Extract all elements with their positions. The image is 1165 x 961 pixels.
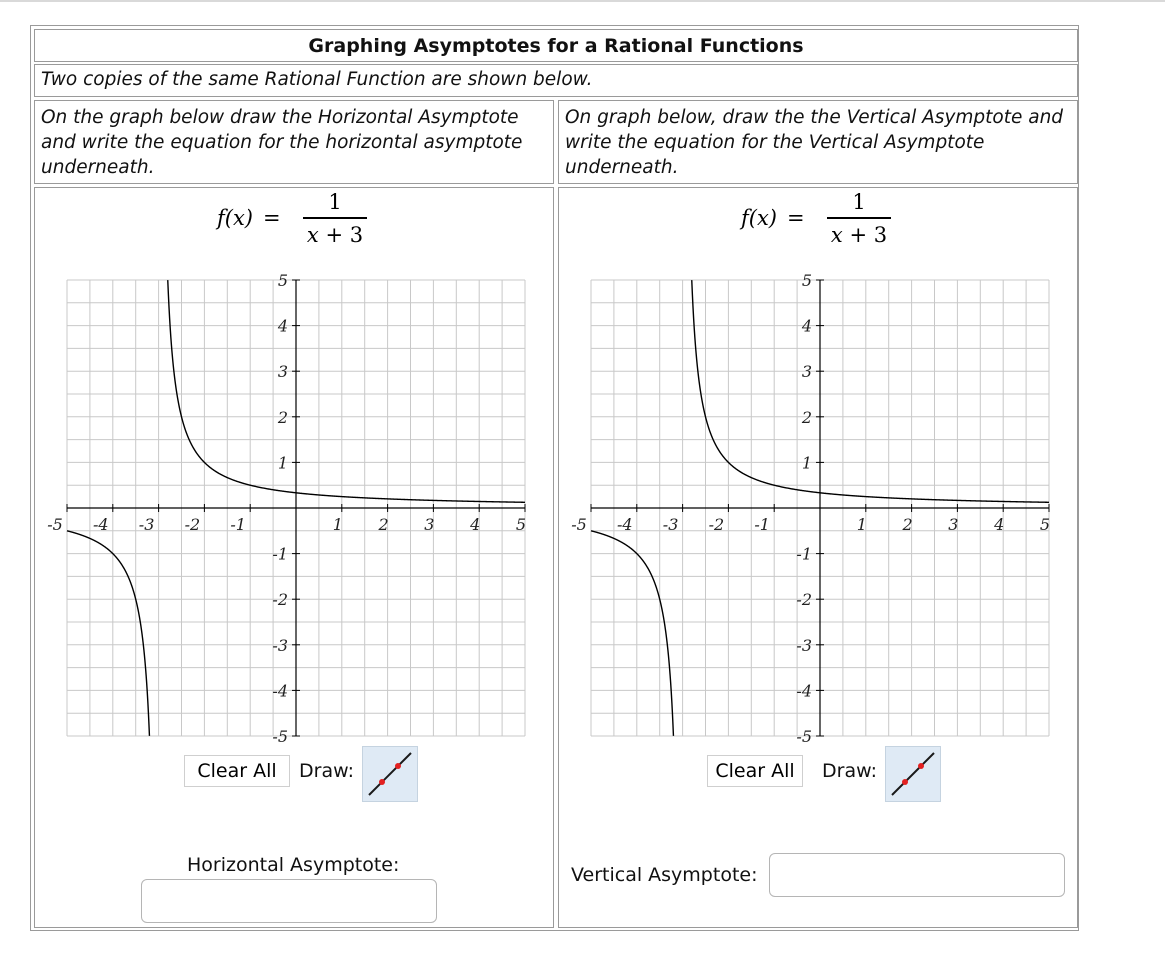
x-tick-label: -5	[47, 515, 63, 534]
vertical-asymptote-input[interactable]	[769, 853, 1065, 897]
formula-lhs: f(x)	[741, 206, 778, 230]
x-tick-label: -4	[93, 515, 109, 534]
formula-lhs: f(x)	[217, 206, 254, 230]
x-tick-label: -3	[138, 515, 155, 534]
worksheet-subtitle: Two copies of the same Rational Function are shown below.	[34, 64, 1078, 97]
left-instruction: On the graph below draw the Horizontal Asymptote and write the equation for the horizontal asymptote underneath.	[34, 100, 554, 184]
formula-denominator-rest: + 3	[318, 222, 364, 247]
x-tick-label: 3	[948, 515, 959, 534]
function-curve-left-branch	[591, 531, 673, 736]
y-tick-label: 2	[277, 407, 288, 427]
y-tick-label: -1	[796, 544, 812, 564]
x-tick-label: -2	[184, 515, 201, 534]
x-tick-label: -5	[571, 515, 587, 534]
x-tick-label: -2	[708, 515, 725, 534]
function-curve-right-branch	[168, 280, 525, 502]
y-tick-label: -3	[796, 635, 812, 655]
y-tick-label: 5	[801, 271, 812, 290]
line-segment-icon	[363, 747, 417, 801]
x-tick-label: 2	[378, 515, 389, 534]
x-tick-label: -4	[617, 515, 633, 534]
horizontal-asymptote-input[interactable]	[141, 879, 437, 923]
formula-numerator: 1	[328, 190, 342, 214]
y-tick-label: -5	[272, 727, 288, 746]
x-tick-label: -3	[662, 515, 679, 534]
left-draw-label: Draw:	[299, 760, 354, 782]
y-tick-label: -4	[796, 681, 812, 701]
y-tick-label: 1	[277, 453, 288, 473]
right-instruction: On graph below, draw the the Vertical Asymptote and write the equation for the Vertical Asymptote underneath.	[558, 100, 1078, 184]
right-clear-all-button[interactable]: Clear All	[707, 755, 803, 787]
right-graph-panel	[558, 187, 1078, 928]
horizontal-asymptote-label: Horizontal Asymptote:	[187, 854, 400, 876]
vertical-asymptote-label: Vertical Asymptote:	[571, 864, 758, 886]
x-tick-label: 5	[1039, 515, 1051, 534]
line-segment-icon	[886, 747, 940, 801]
y-tick-label: -2	[272, 590, 288, 610]
right-graph-canvas[interactable]	[559, 188, 1077, 927]
x-tick-label: -1	[754, 515, 770, 534]
y-tick-label: -4	[272, 681, 288, 701]
left-graph-canvas[interactable]	[35, 188, 553, 927]
y-tick-label: 3	[801, 362, 812, 382]
left-clear-all-button[interactable]: Clear All	[184, 755, 290, 787]
x-tick-label: 4	[994, 515, 1005, 534]
left-graph-panel	[34, 187, 554, 928]
y-tick-label: -5	[796, 727, 812, 746]
y-tick-label: 3	[277, 362, 288, 382]
function-curve-right-branch	[692, 280, 1049, 502]
x-tick-label: -1	[230, 515, 246, 534]
y-tick-label: 1	[801, 453, 812, 473]
formula-denominator-rest: + 3	[842, 222, 888, 247]
x-tick-label: 2	[902, 515, 913, 534]
y-tick-label: 4	[277, 316, 288, 336]
y-tick-label: 2	[801, 407, 812, 427]
formula-denominator-var: x	[306, 222, 319, 247]
x-tick-label: 5	[515, 515, 527, 534]
formula-equals: =	[787, 206, 805, 230]
y-tick-label: -2	[796, 590, 812, 610]
top-divider	[0, 0, 1165, 2]
formula-equals: =	[263, 206, 281, 230]
right-draw-label: Draw:	[822, 760, 877, 782]
x-tick-label: 4	[470, 515, 481, 534]
x-tick-label: 1	[332, 515, 343, 534]
y-tick-label: 5	[277, 271, 288, 290]
left-line-segment-tool[interactable]	[362, 746, 418, 802]
worksheet-title: Graphing Asymptotes for a Rational Functions	[34, 29, 1078, 62]
x-tick-label: 3	[424, 515, 435, 534]
formula-denominator-var: x	[830, 222, 843, 247]
y-tick-label: -3	[272, 635, 288, 655]
x-tick-label: 1	[856, 515, 867, 534]
function-curve-left-branch	[67, 531, 149, 736]
y-tick-label: -1	[272, 544, 288, 564]
formula-numerator: 1	[852, 190, 866, 214]
y-tick-label: 4	[801, 316, 812, 336]
right-line-segment-tool[interactable]	[885, 746, 941, 802]
